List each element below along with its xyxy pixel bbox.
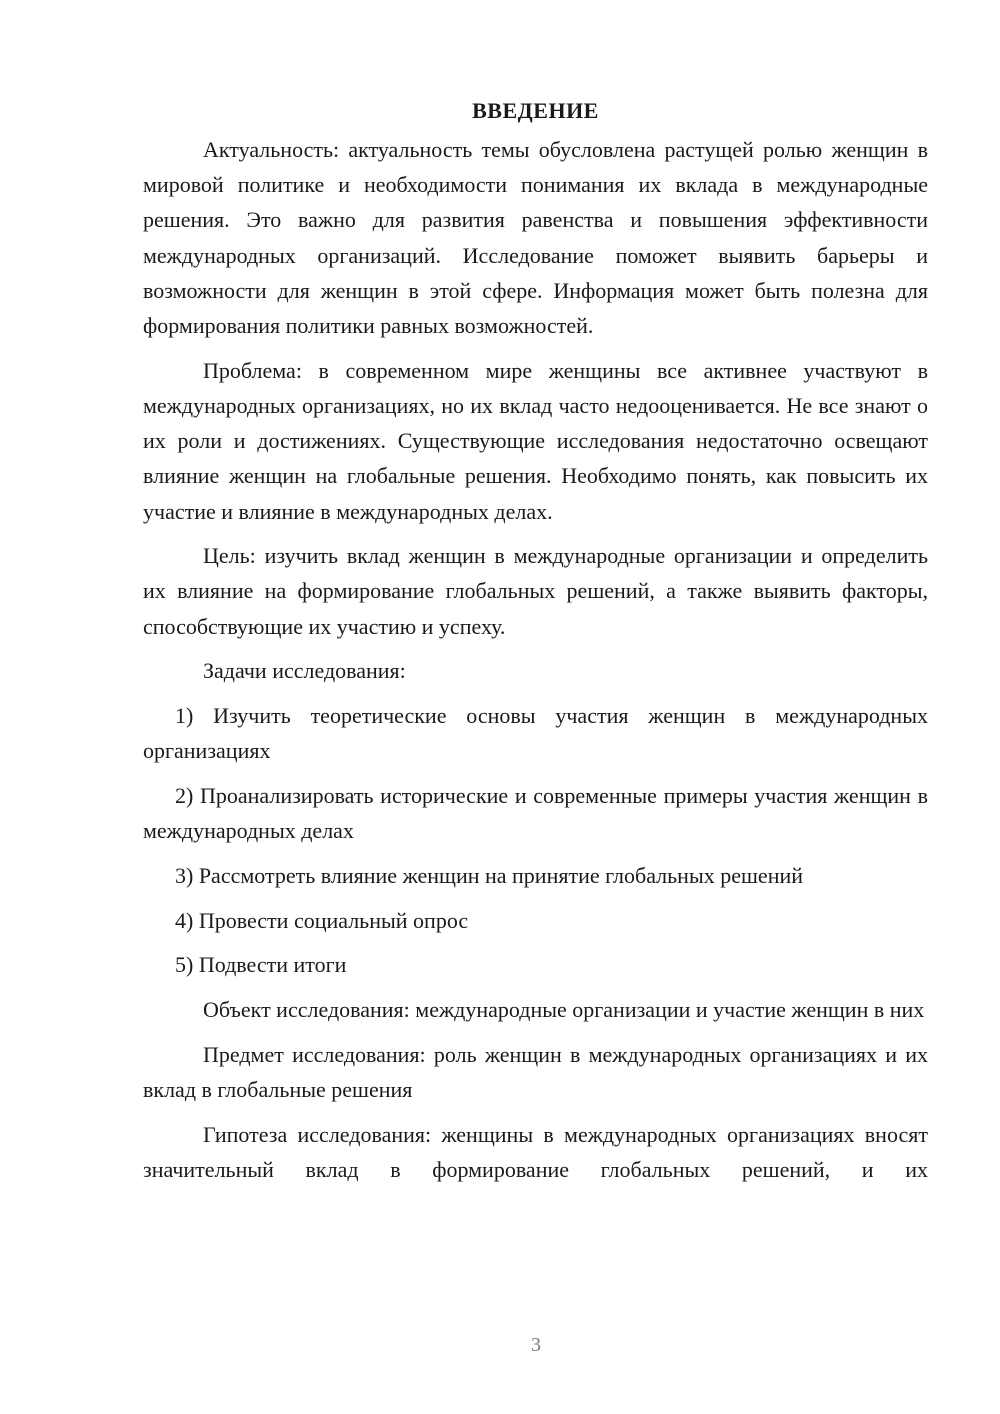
task-item-5: 5) Подвести итоги [175,952,347,978]
paragraph-object: Объект исследования: международные организации и участие женщин в них [203,996,925,1022]
task-item-4: 4) Провести социальный опрос [175,907,469,933]
task-item-2: 2) Проанализировать исторические и современные примеры участия женщин в международных делах [143,782,928,844]
page-number: 3 [531,1334,541,1356]
tasks-list [143,698,928,982]
paragraph-goal: Цель: изучить вклад женщин в международные организации и определить их влияние на формирование глобальных решений, а также выявить факторы, способствующие их участию и успеху. [143,543,928,639]
document-page [143,96,928,1196]
paragraph-subject: Предмет исследования: роль женщин в международных организациях и их вклад в глобальные решения [143,1041,928,1102]
paragraph-hypothesis: Гипотеза исследования: женщины в международных организациях вносят значительный вклад в формирование глобальных решений, и их [143,1121,928,1182]
tasks-heading: Задачи исследования: [203,658,406,684]
task-item-1: 1) Изучить теоретические основы участия женщин в международных организациях [143,703,928,764]
paragraph-relevance: Актуальность: актуальность темы обусловлена растущей ролью женщин в мировой политике и необходимости понимания их вклада в международные решения. Это важно для развития равенства и повышения эффективности международных организаций. Исследование поможет выявить барьеры и возможности для женщин в этой сфере. Информация может быть полезна для формирования политики равных возможностей. [143,137,928,339]
page-title: ВВЕДЕНИЕ [472,98,599,123]
paragraph-problem: Проблема: в современном мире женщины все активнее участвуют в международных организациях, но их вклад часто недооценивается. Не все знают о их роли и достижениях. Существующие исследования недостаточно освещают влияние женщин на глобальные решения. Необходимо понять, как повысить их участие и влияние в международных делах. [143,357,928,524]
task-item-3: 3) Рассмотреть влияние женщин на принятие глобальных решений [175,862,804,888]
